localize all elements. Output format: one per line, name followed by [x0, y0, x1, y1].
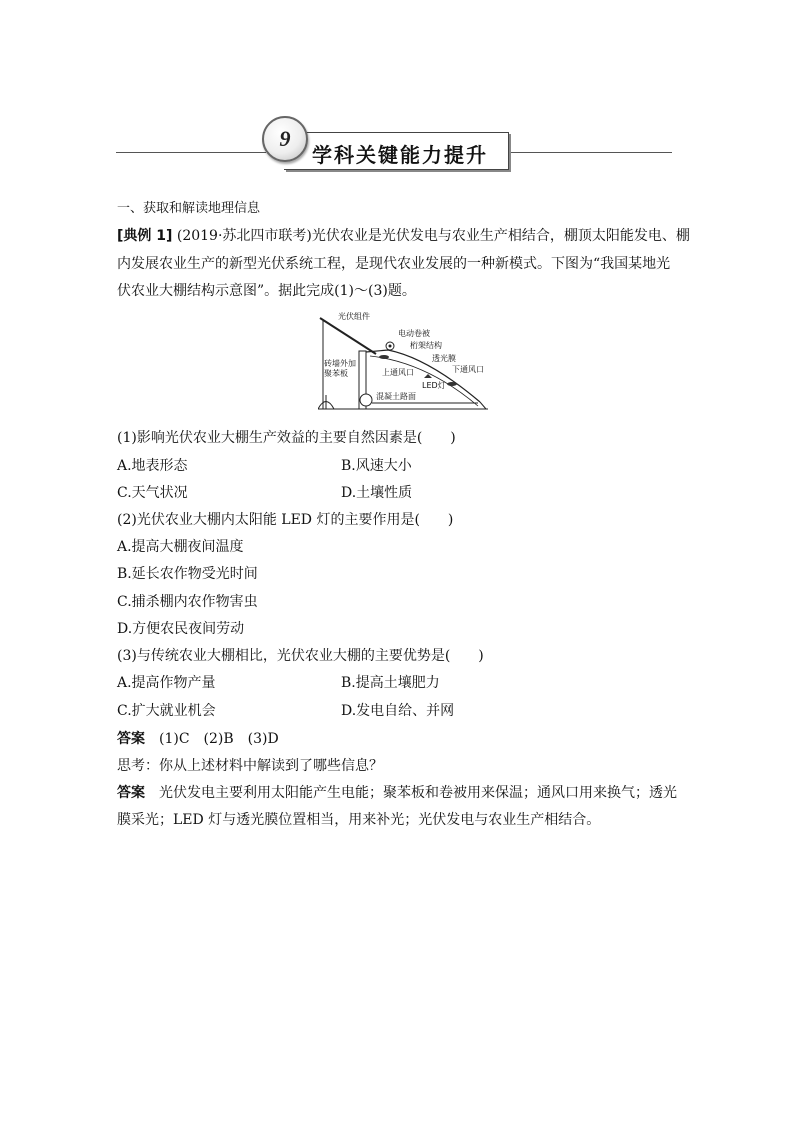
- question-3-stem: (3)与传统农业大棚相比，光伏农业大棚的主要优势是( ): [117, 648, 484, 664]
- example-line-2: 内发展农业生产的新型光伏系统工程，是现代农业发展的一种新模式。下图为“我国某地光: [117, 256, 671, 272]
- think-answer-line-2: 膜采光；LED 灯与透光膜位置相当，用来补光；光伏发电与农业生产相结合。: [117, 812, 601, 828]
- question-1-row-1: [117, 456, 412, 476]
- option-c: C.捕杀棚内农作物害虫: [117, 594, 258, 610]
- option-a: A.地表形态: [117, 458, 188, 474]
- question-3-row-2: [117, 701, 455, 721]
- question-1-stem: (1)影响光伏农业大棚生产效益的主要自然因素是( ): [117, 430, 456, 446]
- pv-panel: [320, 318, 376, 354]
- section-heading: 一、获取和解读地理信息: [117, 201, 261, 216]
- chapter-number: 9: [279, 126, 291, 151]
- page-title: 学科关键能力提升: [312, 143, 488, 167]
- lower-vent-icon: [447, 382, 457, 386]
- option-d: D.土壤性质: [341, 485, 413, 501]
- upper-vent-icon: [379, 355, 389, 359]
- think-answer-text-1: 光伏发电主要利用太阳能产生电能；聚苯板和卷被用来保温；通风口用来换气；透光: [145, 785, 677, 801]
- option-d: D.方便农民夜间劳动: [117, 621, 245, 637]
- greenhouse-diagram: [318, 306, 494, 418]
- think-answer-line-1: [117, 783, 677, 803]
- label-upper-vent: 上通风口: [382, 368, 414, 377]
- example-text-1: (2019·苏北四市联考)光伏农业是光伏发电与农业生产相结合，棚顶太阳能发电、棚: [172, 228, 690, 244]
- example-line-1: [117, 226, 690, 246]
- header-rule-right: [510, 152, 672, 153]
- option-b: B.提高土壤肥力: [341, 675, 440, 691]
- answer-line: [117, 729, 279, 749]
- think-question: 思考：你从上述材料中解读到了哪些信息？: [117, 758, 383, 774]
- label-led: LED灯: [422, 381, 446, 390]
- option-a: A.提高大棚夜间温度: [117, 539, 244, 555]
- label-wall: 砖墙外加: [324, 359, 356, 368]
- answer-label: 答案: [117, 731, 145, 747]
- label-pv: 光伏组件: [338, 312, 370, 321]
- label-floor: 混凝土路面: [376, 392, 416, 401]
- question-3-row-1: [117, 673, 440, 693]
- chapter-number-badge: [262, 116, 308, 162]
- option-d: D.发电自给、并网: [341, 703, 455, 719]
- question-1-row-2: [117, 483, 413, 503]
- option-b: B.延长农作物受光时间: [117, 566, 258, 582]
- question-2-stem: (2)光伏农业大棚内太阳能 LED 灯的主要作用是( ): [117, 512, 454, 528]
- example-line-3: 伏农业大棚结构示意图”。据此完成(1)～(3)题。: [117, 283, 416, 299]
- option-b: B.风速大小: [341, 458, 412, 474]
- label-frame: 桁架结构: [410, 341, 442, 350]
- think-answer-label: 答案: [117, 785, 145, 801]
- option-c: C.天气状况: [117, 485, 188, 501]
- label-lower-vent: 下通风口: [452, 365, 484, 374]
- post-base: [360, 394, 372, 406]
- option-c: C.扩大就业机会: [117, 703, 216, 719]
- option-a: A.提高作物产量: [117, 675, 216, 691]
- example-tag: [典例 1]: [117, 228, 173, 244]
- label-wall-2: 聚苯板: [324, 369, 348, 378]
- label-roller: 电动卷被: [398, 329, 430, 338]
- label-film: 透光膜: [432, 354, 456, 363]
- chapter-header: [0, 112, 794, 182]
- answer-text: (1)C (2)B (3)D: [145, 731, 279, 747]
- header-rule-left: [116, 152, 266, 153]
